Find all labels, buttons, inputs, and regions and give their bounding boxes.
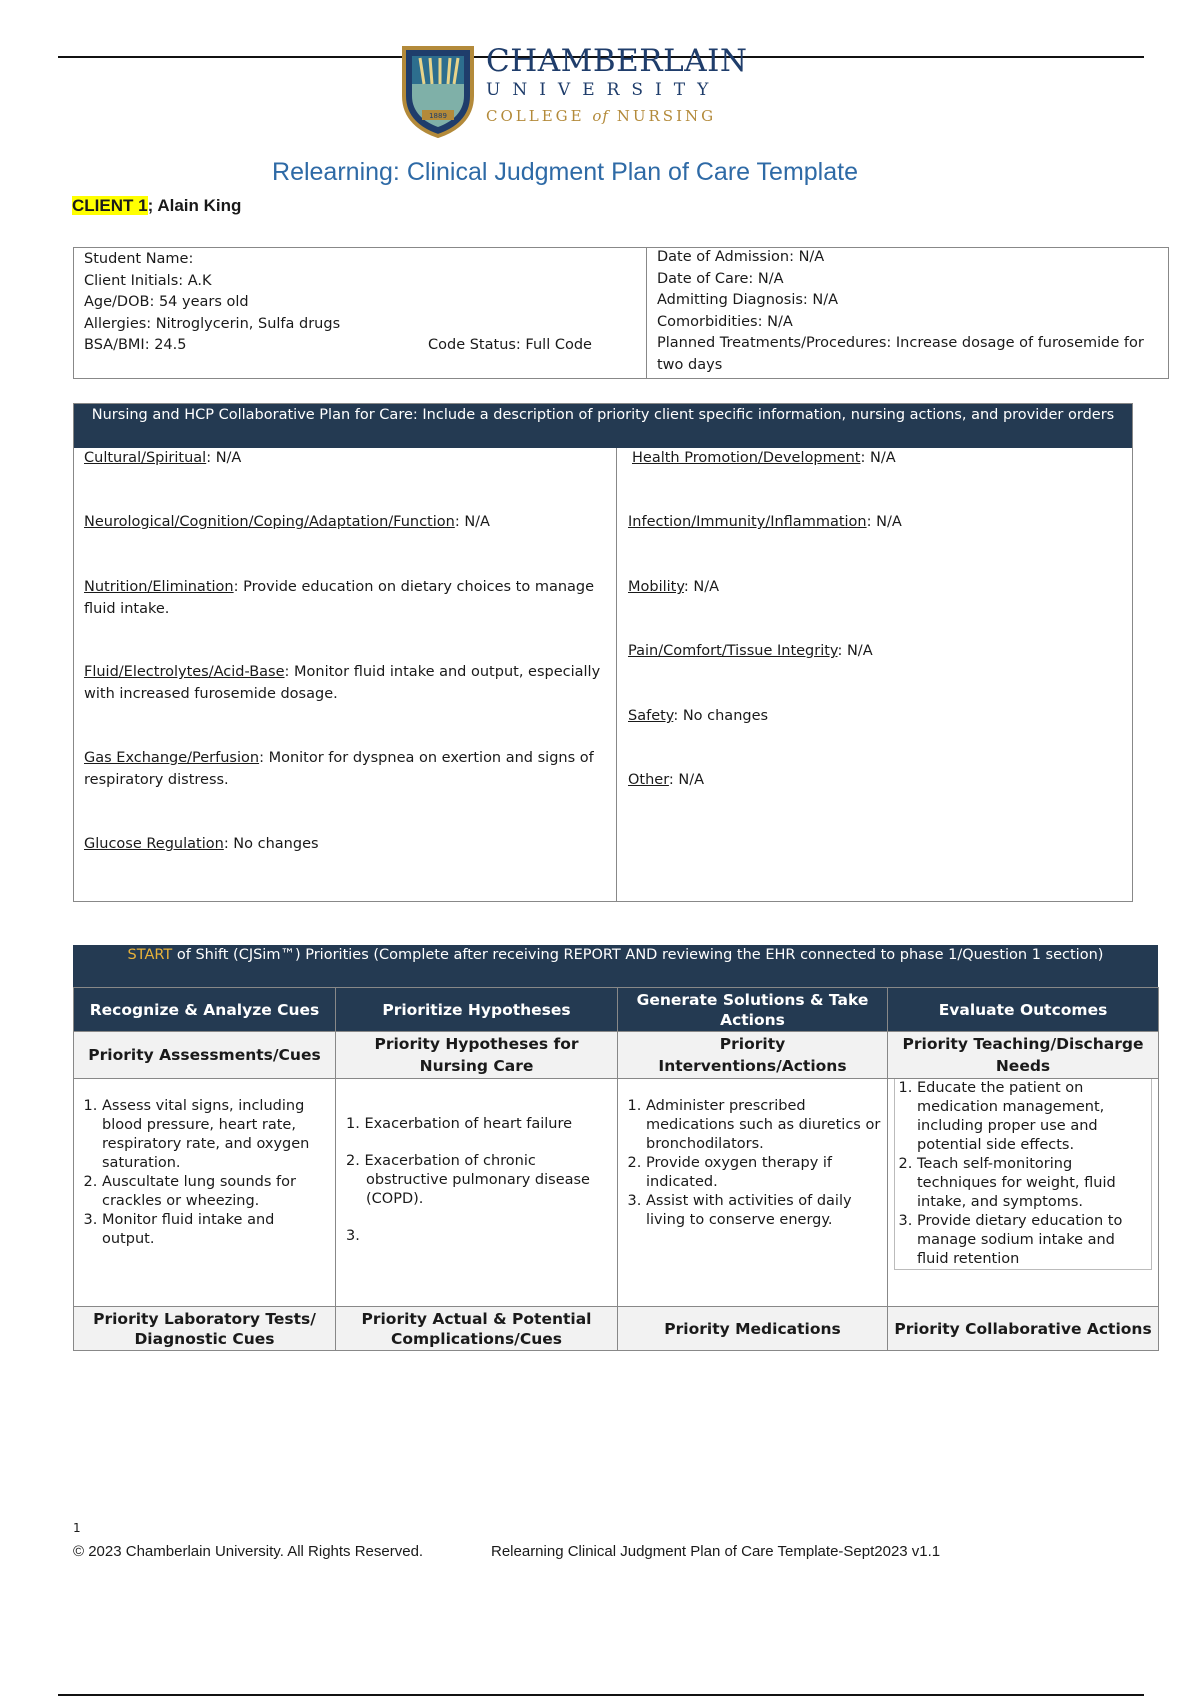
collaborative-plan-table — [73, 403, 1133, 902]
bottom-header: Priority Collaborative Actions — [888, 1307, 1159, 1351]
footer — [73, 1543, 941, 1560]
logo-university: UNIVERSITY — [486, 80, 721, 100]
list-item: 1. Assess vital signs, including blood pressure, heart rate, respiratory rate, and oxygen saturation. — [102, 1097, 329, 1173]
collab-item-label: Safety — [628, 708, 674, 724]
collab-item-text: : Monitor fluid intake and output, especially with increased furosemide dosage. — [84, 664, 601, 702]
column-header: Evaluate Outcomes — [888, 988, 1159, 1032]
collab-item-text: : N/A — [668, 772, 705, 788]
collab-left-item — [84, 448, 604, 470]
collab-left-item — [84, 662, 604, 705]
age-dob: Age/DOB: 54 years old — [84, 294, 249, 310]
collab-left-item — [84, 748, 604, 791]
collab-left-item — [84, 512, 604, 534]
list-item: 2. Auscultate lung sounds for crackles or wheezing. — [102, 1173, 329, 1211]
collab-item-label: Glucose Regulation — [84, 836, 224, 852]
collab-item-text: : N/A — [860, 450, 896, 466]
collab-right-item — [628, 641, 1118, 663]
student-name: Student Name: — [84, 251, 194, 267]
logo-college-of-nursing — [486, 106, 747, 126]
collab-item-label: Neurological/Cognition/Coping/Adaptation/Function — [84, 514, 455, 530]
logo-college: COLLEGE — [486, 107, 585, 125]
planned-treatments: Planned Treatments/Procedures: Increase dosage of furosemide for two days — [657, 335, 1144, 373]
collab-item-label: Other — [628, 772, 669, 788]
sub-header: Priority Assessments/Cues — [74, 1032, 336, 1079]
collab-left-item — [84, 834, 604, 856]
start-label: START — [127, 947, 173, 963]
priorities-grid — [73, 987, 1159, 1351]
client-info-left — [84, 249, 624, 357]
priorities-header — [73, 945, 1158, 987]
collab-item-label: Nutrition/Elimination — [84, 579, 234, 595]
client-label: CLIENT 1 — [72, 196, 148, 215]
list-item: 1. Exacerbation of heart failure — [346, 1116, 573, 1132]
client-info-table — [73, 247, 1169, 379]
sub-header: Priority Teaching/Discharge Needs — [888, 1032, 1159, 1079]
collab-item-label: Mobility — [628, 579, 684, 595]
list-item: 3. Monitor fluid intake and output. — [102, 1211, 329, 1249]
list-item: 2. Teach self-monitoring techniques for weight, fluid intake, and symptoms. — [917, 1155, 1147, 1212]
page-number: 1 — [73, 1521, 81, 1535]
chamberlain-logo — [400, 43, 748, 140]
assessments-cell — [74, 1079, 336, 1307]
column-header: Generate Solutions & Take Actions — [618, 988, 888, 1032]
list-item: 3. — [346, 1228, 360, 1244]
shield-icon — [400, 44, 476, 138]
list-item: 2. Exacerbation of chronic obstructive pulmonary disease (COPD). — [346, 1153, 590, 1207]
document-name: Relearning Clinical Judgment Plan of Care Template-Sept2023 v1.1 — [491, 1543, 941, 1560]
column-header: Recognize & Analyze Cues — [74, 988, 336, 1032]
collab-item-label: Pain/Comfort/Tissue Integrity — [628, 643, 838, 659]
collab-item-text: : N/A — [454, 514, 490, 530]
logo-nursing: NURSING — [616, 107, 717, 125]
logo-of: of — [592, 107, 609, 125]
hypotheses-cell — [336, 1079, 618, 1307]
list-item: 2. Provide oxygen therapy if indicated. — [646, 1154, 881, 1192]
collab-item-text: : No changes — [673, 708, 769, 724]
comorbidities: Comorbidities: N/A — [657, 313, 793, 330]
collab-item-text: : N/A — [837, 643, 873, 659]
bottom-rule — [58, 1694, 1144, 1696]
sub-header: Priority Interventions/Actions — [618, 1032, 888, 1079]
date-of-admission: Date of Admission: N/A — [657, 249, 825, 265]
list-item: 3. Provide dietary education to manage sodium intake and fluid retention — [917, 1212, 1147, 1269]
column-header: Prioritize Hypotheses — [336, 988, 618, 1032]
collab-item-label: Cultural/Spiritual — [84, 450, 207, 466]
bsa-bmi: BSA/BMI: 24.5 — [84, 337, 187, 353]
client-info-right — [646, 247, 1156, 379]
collab-item-text: : Provide education on dietary choices to manage fluid intake. — [84, 579, 595, 617]
interventions-cell — [618, 1079, 888, 1307]
allergies: Allergies: Nitroglycerin, Sulfa drugs — [84, 315, 341, 332]
client-name: ; Alain King — [147, 196, 242, 215]
collab-left-item — [84, 577, 604, 620]
client-heading — [72, 196, 241, 216]
collab-item-text: : No changes — [223, 836, 319, 852]
bottom-header: Priority Actual & Potential Complications/Cues — [336, 1307, 618, 1351]
collaborative-plan-header: Nursing and HCP Collaborative Plan for Care: Include a description of priority client specific information, nursing actions, and provider orders — [74, 404, 1132, 448]
priorities-header-text: of Shift (CJSim™) Priorities (Complete after receiving REPORT AND reviewing the EHR connected to phase 1/Question 1 section) — [172, 947, 1104, 963]
logo-chamberlain: CHAMBERLAIN — [486, 43, 748, 79]
sub-header: Priority Hypotheses for Nursing Care — [336, 1032, 618, 1079]
collab-item-label: Infection/Immunity/Inflammation — [628, 514, 867, 530]
list-item: 1. Administer prescribed medications such as diuretics or bronchodilators. — [646, 1097, 881, 1154]
collab-right-item — [628, 577, 1118, 599]
bottom-header: Priority Laboratory Tests/ Diagnostic Cues — [74, 1307, 336, 1351]
seal-year: 1889 — [429, 112, 447, 120]
collab-item-text: : N/A — [683, 579, 720, 595]
client-initials: Client Initials: A.K — [84, 272, 212, 289]
teaching-cell — [888, 1079, 1159, 1307]
collab-item-label: Fluid/Electrolytes/Acid-Base — [84, 664, 285, 680]
page-title: Relearning: Clinical Judgment Plan of Care Template — [272, 158, 858, 186]
bottom-header: Priority Medications — [618, 1307, 888, 1351]
copyright: © 2023 Chamberlain University. All Rights Reserved. — [73, 1543, 424, 1560]
list-item: 1. Educate the patient on medication management, including proper use and potential side effects. — [917, 1079, 1147, 1155]
collab-item-label: Health Promotion/Development — [632, 450, 861, 466]
collab-right-item — [632, 448, 1122, 470]
admitting-diagnosis: Admitting Diagnosis: N/A — [657, 292, 839, 308]
collab-right-item — [628, 706, 1118, 728]
collab-item-text: : N/A — [866, 514, 902, 530]
column-divider — [616, 448, 617, 901]
list-item: 3. Assist with activities of daily living to conserve energy. — [646, 1192, 881, 1230]
collab-right-item — [628, 770, 1118, 792]
code-status: Code Status: Full Code — [428, 337, 592, 353]
collab-item-text: : Monitor for dyspnea on exertion and signs of respiratory distress. — [84, 750, 594, 788]
date-of-care: Date of Care: N/A — [657, 270, 784, 287]
priorities-table — [73, 945, 1158, 1351]
collab-item-label: Gas Exchange/Perfusion — [84, 750, 260, 766]
collab-right-item — [628, 512, 1118, 534]
collab-item-text: : N/A — [206, 450, 242, 466]
